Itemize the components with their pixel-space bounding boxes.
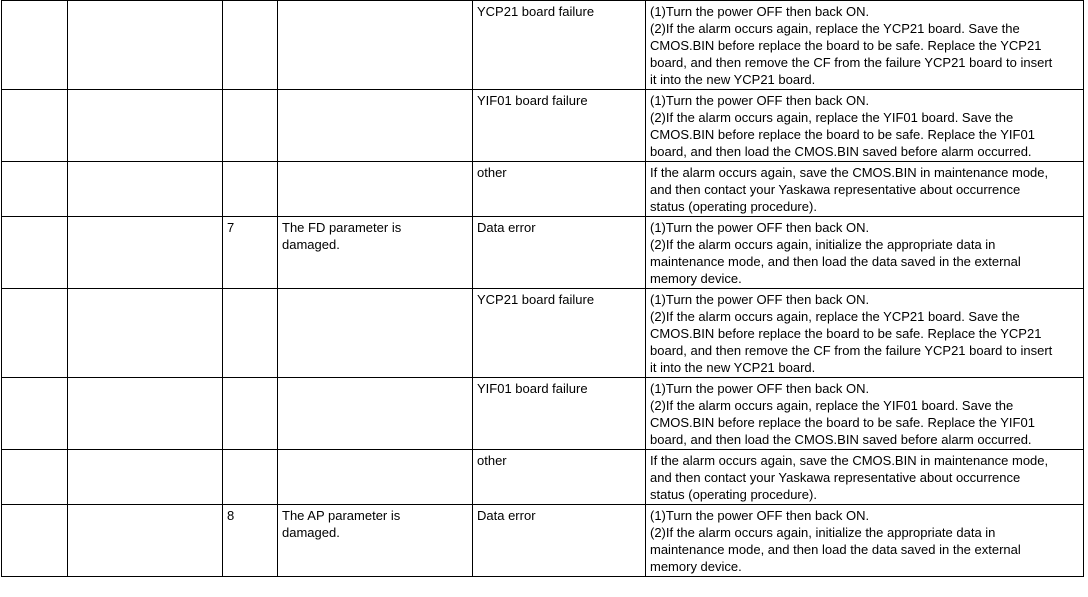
alarm-name-cell (68, 505, 223, 577)
cause-text: Data error (477, 220, 536, 235)
alarm-number-cell (2, 1, 68, 90)
remedy-line: (2)If the alarm occurs again, replace the YCP21 board. Save the (650, 309, 1020, 324)
remedy-line: and then contact your Yaskawa representative about occurrence (650, 470, 1021, 485)
remedy-line: If the alarm occurs again, save the CMOS.BIN in maintenance mode, (650, 165, 1049, 180)
meaning-cell (278, 450, 473, 505)
meaning-line: The AP parameter is (282, 508, 401, 523)
meaning-cell (278, 289, 473, 378)
remedy-line: (1)Turn the power OFF then back ON. (650, 220, 870, 235)
meaning-line: damaged. (282, 525, 340, 540)
remedy-cell (646, 378, 1084, 450)
alarm-table-body (2, 1, 1084, 577)
alarm-name-cell (68, 378, 223, 450)
cause-cell (473, 1, 646, 90)
remedy-line: (1)Turn the power OFF then back ON. (650, 4, 870, 19)
remedy-line: CMOS.BIN before replace the board to be safe. Replace the YIF01 (650, 415, 1035, 430)
cause-text: other (477, 165, 507, 180)
remedy-line: it into the new YCP21 board. (650, 360, 816, 375)
alarm-number-cell (2, 217, 68, 289)
table-row (2, 1, 1084, 90)
sub-code-cell (223, 1, 278, 90)
cause-text: YIF01 board failure (477, 93, 588, 108)
cause-cell (473, 217, 646, 289)
remedy-line: memory device. (650, 559, 742, 574)
remedy-line: board, and then load the CMOS.BIN saved before alarm occurred. (650, 432, 1032, 447)
remedy-line: (1)Turn the power OFF then back ON. (650, 508, 870, 523)
remedy-line: If the alarm occurs again, save the CMOS.BIN in maintenance mode, (650, 453, 1049, 468)
table-row (2, 217, 1084, 289)
alarm-number-cell (2, 289, 68, 378)
table-row (2, 289, 1084, 378)
sub-code-cell (223, 90, 278, 162)
remedy-line: status (operating procedure). (650, 199, 817, 214)
alarm-table (1, 0, 1084, 577)
sub-code-cell (223, 378, 278, 450)
remedy-line: (2)If the alarm occurs again, initialize the appropriate data in (650, 237, 996, 252)
meaning-line: damaged. (282, 237, 340, 252)
sub-code-cell (223, 217, 278, 289)
remedy-line: maintenance mode, and then load the data saved in the external (650, 542, 1021, 557)
table-row (2, 450, 1084, 505)
remedy-line: (2)If the alarm occurs again, initialize the appropriate data in (650, 525, 996, 540)
alarm-name-cell (68, 289, 223, 378)
alarm-name-cell (68, 162, 223, 217)
table-row (2, 162, 1084, 217)
sub-code-cell (223, 289, 278, 378)
cause-text: YIF01 board failure (477, 381, 588, 396)
cause-cell (473, 90, 646, 162)
cause-text: Data error (477, 508, 536, 523)
alarm-name-cell (68, 450, 223, 505)
alarm-number-cell (2, 162, 68, 217)
remedy-line: board, and then load the CMOS.BIN saved before alarm occurred. (650, 144, 1032, 159)
remedy-line: (1)Turn the power OFF then back ON. (650, 292, 870, 307)
remedy-cell (646, 90, 1084, 162)
remedy-line: (1)Turn the power OFF then back ON. (650, 381, 870, 396)
alarm-number-cell (2, 90, 68, 162)
meaning-cell (278, 90, 473, 162)
alarm-name-cell (68, 1, 223, 90)
remedy-cell (646, 162, 1084, 217)
remedy-line: and then contact your Yaskawa representative about occurrence (650, 182, 1021, 197)
alarm-number-cell (2, 450, 68, 505)
alarm-name-cell (68, 90, 223, 162)
cause-text: other (477, 453, 507, 468)
table-row (2, 90, 1084, 162)
alarm-name-cell (68, 217, 223, 289)
cause-text: YCP21 board failure (477, 4, 595, 19)
remedy-cell (646, 289, 1084, 378)
alarm-number-cell (2, 505, 68, 577)
table-row (2, 378, 1084, 450)
meaning-cell (278, 378, 473, 450)
remedy-line: board, and then remove the CF from the failure YCP21 board to insert (650, 55, 1053, 70)
meaning-cell (278, 217, 473, 289)
meaning-line: The FD parameter is (282, 220, 402, 235)
remedy-line: (2)If the alarm occurs again, replace the YIF01 board. Save the (650, 398, 1014, 413)
remedy-line: memory device. (650, 271, 742, 286)
remedy-line: (1)Turn the power OFF then back ON. (650, 93, 870, 108)
meaning-cell (278, 1, 473, 90)
sub-code: 7 (227, 220, 235, 235)
remedy-line: status (operating procedure). (650, 487, 817, 502)
remedy-line: CMOS.BIN before replace the board to be safe. Replace the YIF01 (650, 127, 1035, 142)
remedy-cell (646, 450, 1084, 505)
cause-cell (473, 289, 646, 378)
cause-cell (473, 450, 646, 505)
sub-code-cell (223, 505, 278, 577)
remedy-line: board, and then remove the CF from the failure YCP21 board to insert (650, 343, 1053, 358)
sub-code-cell (223, 162, 278, 217)
remedy-line: CMOS.BIN before replace the board to be safe. Replace the YCP21 (650, 326, 1042, 341)
sub-code: 8 (227, 508, 235, 523)
meaning-cell (278, 505, 473, 577)
remedy-line: CMOS.BIN before replace the board to be safe. Replace the YCP21 (650, 38, 1042, 53)
cause-cell (473, 505, 646, 577)
remedy-line: (2)If the alarm occurs again, replace the YIF01 board. Save the (650, 110, 1014, 125)
table-row (2, 505, 1084, 577)
cause-cell (473, 378, 646, 450)
cause-cell (473, 162, 646, 217)
remedy-line: it into the new YCP21 board. (650, 72, 816, 87)
meaning-cell (278, 162, 473, 217)
remedy-line: (2)If the alarm occurs again, replace the YCP21 board. Save the (650, 21, 1020, 36)
remedy-line: maintenance mode, and then load the data saved in the external (650, 254, 1021, 269)
alarm-number-cell (2, 378, 68, 450)
remedy-cell (646, 217, 1084, 289)
cause-text: YCP21 board failure (477, 292, 595, 307)
remedy-cell (646, 505, 1084, 577)
sub-code-cell (223, 450, 278, 505)
remedy-cell (646, 1, 1084, 90)
